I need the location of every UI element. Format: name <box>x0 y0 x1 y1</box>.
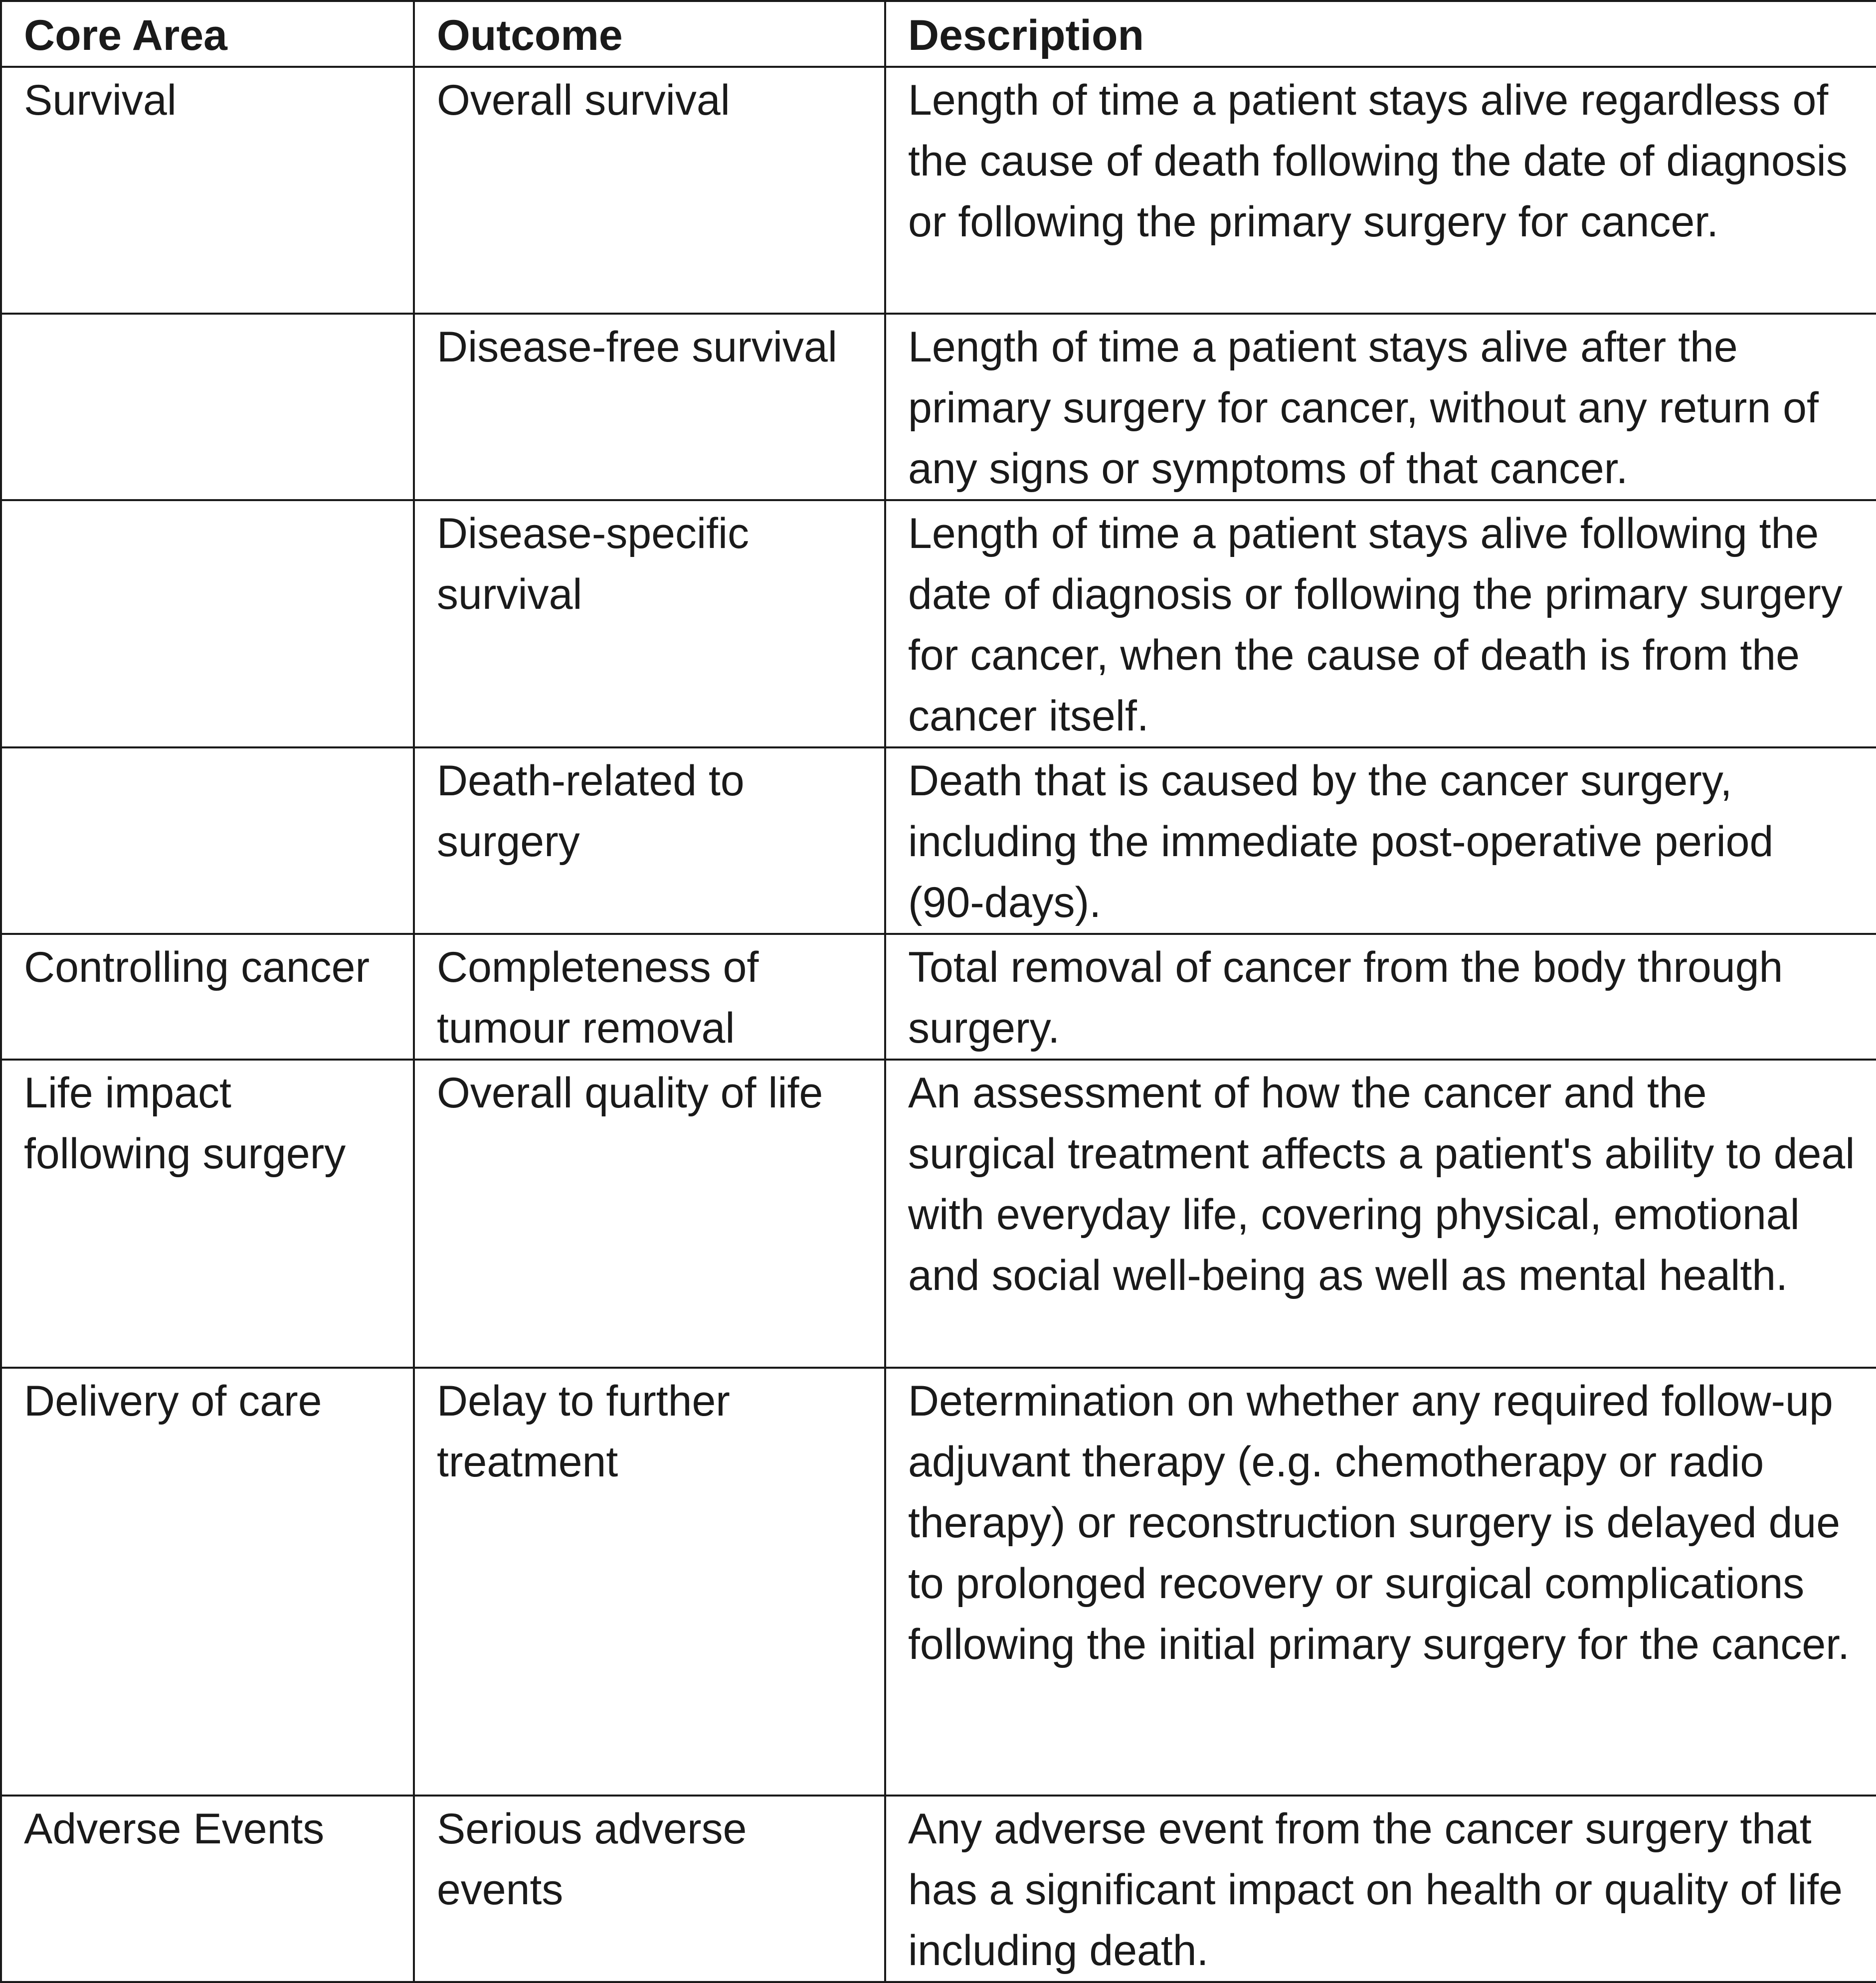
table-row <box>1 934 1876 1060</box>
outcome-cell: Serious adverse events <box>414 1796 885 1982</box>
description-cell: Death that is caused by the cancer surgery, including the immediate post-operative period (90-days). <box>885 747 1876 934</box>
table-row <box>1 747 1876 934</box>
core-area-cell: Delivery of care <box>1 1368 414 1796</box>
description-cell: Total removal of cancer from the body through surgery. <box>885 934 1876 1060</box>
core-area-cell: Controlling cancer <box>1 934 414 1060</box>
description-cell: Any adverse event from the cancer surgery that has a significant impact on health or quality of life including death. <box>885 1796 1876 1982</box>
outcome-cell: Completeness of tumour removal <box>414 934 885 1060</box>
table-row <box>1 1368 1876 1796</box>
description-cell: Length of time a patient stays alive after the primary surgery for cancer, without any return of any signs or symptoms of that cancer. <box>885 314 1876 500</box>
description-cell: Length of time a patient stays alive regardless of the cause of death following the date of diagnosis or following the primary surgery for cancer. <box>885 67 1876 314</box>
core-area-cell <box>1 314 414 500</box>
header-description: Description <box>885 1 1876 67</box>
outcome-cell: Overall survival <box>414 67 885 314</box>
core-area-cell <box>1 747 414 934</box>
table-row <box>1 500 1876 747</box>
outcome-cell: Delay to further treatment <box>414 1368 885 1796</box>
outcome-cell: Disease-specific survival <box>414 500 885 747</box>
outcome-cell: Overall quality of life <box>414 1060 885 1368</box>
outcome-cell: Death-related to surgery <box>414 747 885 934</box>
table-row <box>1 1796 1876 1982</box>
core-area-cell: Survival <box>1 67 414 314</box>
outcome-cell: Disease-free survival <box>414 314 885 500</box>
table-row <box>1 67 1876 314</box>
table-row <box>1 1060 1876 1368</box>
core-area-cell: Adverse Events <box>1 1796 414 1982</box>
description-cell: An assessment of how the cancer and the surgical treatment affects a patient's ability to deal with everyday life, covering physical, emotional and social well-being as well as mental health. <box>885 1060 1876 1368</box>
header-outcome: Outcome <box>414 1 885 67</box>
description-cell: Length of time a patient stays alive following the date of diagnosis or following the primary surgery for cancer, when the cause of death is from the cancer itself. <box>885 500 1876 747</box>
header-core-area: Core Area <box>1 1 414 67</box>
description-cell: Determination on whether any required follow-up adjuvant therapy (e.g. chemotherapy or radio therapy) or reconstruction surgery is delayed due to prolonged recovery or surgical complications following the initial primary surgery for the cancer. <box>885 1368 1876 1796</box>
core-area-cell <box>1 500 414 747</box>
table-row <box>1 314 1876 500</box>
core-area-cell: Life impact following surgery <box>1 1060 414 1368</box>
header-row <box>1 1 1876 67</box>
